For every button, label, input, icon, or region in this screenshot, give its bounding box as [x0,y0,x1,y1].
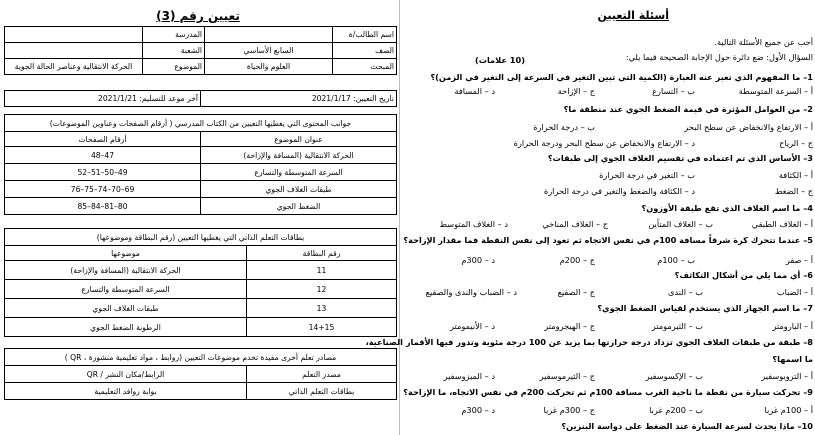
answer-option[interactable]: ج – الثيرموسفير [539,371,595,381]
section-value [5,43,143,59]
col-link-header: الرابط/مكان النشر / QR [5,366,247,383]
answer-option[interactable]: أ – الكثافة [778,170,813,180]
answer-option[interactable]: ب – درجة الحرارة [533,122,595,132]
subject-label: المبحث [333,59,397,75]
grade-label: الصف [333,43,397,59]
question-section-heading: السؤال الأول: ضع دائرة حول الإجابة الصحيحة فيما يلي: [625,52,813,62]
answer-option[interactable]: د – الميزوسفير [443,371,495,381]
answer-option[interactable]: أ – صفر [785,255,813,265]
content-pages: 80–81–84–85 [5,198,201,215]
question-text: 6– أي مما يلي من أشكال التكاثف؟ [674,270,813,280]
self-learning-cards-table [4,228,397,337]
assignment-form-page [0,0,396,435]
questions-title: أسئلة التعيين [597,9,669,22]
answer-options [403,186,813,197]
answer-option[interactable]: ب – التغير في درجة الحرارة [599,170,695,180]
answer-option[interactable]: د – الكثافة والضغط والتغير في درجة الحرارة [543,186,695,196]
answer-option[interactable]: ب – 100م [657,255,695,265]
answer-option[interactable]: أ – الغلاف الطبقي [751,219,813,229]
card-number: 12 [247,280,397,299]
school-value [5,27,143,43]
answer-option[interactable]: ب – 200م غربا [649,405,703,415]
content-pages: 49–50–51–52 [5,164,201,181]
student-name-value [205,27,333,43]
question-text: 8– طبقة من طبقات الغلاف الجوي تزداد درجة حرارتها بما يزيد عن 100 درجة مئوية وتدور فيها الأقمار الصناعية، [365,337,813,347]
card-number: 14+15 [247,318,397,337]
deadline-date: آخر موعد للتسليم: 2021/1/21 [5,91,201,107]
question-text: 2– من العوامل المؤثرة في قيمة الضغط الجوي عند منطقة ما؟ [563,104,813,114]
answer-options [403,122,813,133]
question-text: 9– تحركت سيارة من نقطة ما ناحية الغرب مسافة 100م ثم تحركت 200م في نفس الاتجاه، ما الإزاحة؟ [403,387,813,397]
answer-option[interactable]: ج – الهيجرومتر [544,321,595,331]
card-number: 11 [247,261,397,280]
answer-option[interactable]: ج – الضغط [774,186,813,196]
answer-options [403,138,813,149]
answer-option[interactable]: د – الضباب والندى والصقيع [425,287,517,297]
cards-table-header: بطاقات التعلم الذاتي التي يغطيها التعيين (رقم البطاقة وموضوعها) [5,229,397,246]
question-subtext: ما اسمها؟ [772,354,813,364]
sources-table-header: مصادر تعلم أخرى مفيدة تخدم موضوعات التعيين (روابط ، مواد تعليمية منشورة ، QR ) [5,349,397,366]
assign-date: تاريخ التعيين: 2021/1/17 [201,91,397,107]
answer-option[interactable]: د – الغلاف المتوسط [439,219,508,229]
col-topic-header: عنوان الموضوع [201,132,397,147]
answer-option[interactable]: أ – الارتفاع والانخفاض عن سطح البحر [684,122,813,132]
question-text: 4– ما اسم الغلاف الذي تقع طبقة الأوزون؟ [641,203,813,213]
assignment-title: تعيين رقم (3) [156,9,240,23]
answer-option[interactable]: د – الأنيمومتر [450,321,495,331]
answer-option[interactable]: أ – السرعة المتوسطة [738,86,813,96]
content-topic: السرعة المتوسطة والتسارع [201,164,397,181]
section-label: الشعبة [143,43,205,59]
answer-option[interactable]: د – 300م [461,405,495,415]
answer-option[interactable]: ج – الصقيع [557,287,595,297]
content-pages: 47–48 [5,147,201,164]
answer-options [403,405,813,416]
content-pages: 69–70–74–75–76 [5,181,201,198]
answer-option[interactable]: أ – البارومتر [772,321,813,331]
question-text: 1– ما المفهوم الذي تعبر عنه العبارة (الكمية التي تبين التغير في السرعة إلى التغير في الزمن)؟ [430,72,813,82]
page-divider [399,0,400,435]
content-table-header: جوانب المحتوى التي يغطيها التعيين من الكتاب المدرسي ( أرقام الصفحات وعناوين الموضوعات) [5,115,397,132]
answer-option[interactable]: ج – الغلاف المناخي [542,219,608,229]
answer-option[interactable]: ج – الرياح [779,138,813,148]
question-text: 7– ما اسم الجهاز الذي يستخدم لقياس الضغط الجوي؟ [597,303,813,313]
source-name: بطاقات التعلم الذاتي [247,383,397,400]
card-topic: السرعة المتوسطة والتسارع [5,280,247,299]
answer-option[interactable]: ب – التسارع [652,86,695,96]
answer-option[interactable]: أ – الضباب [776,287,813,297]
answer-option[interactable]: ب – الثيرمومتر [651,321,703,331]
answer-option[interactable]: د – المسافة [454,86,495,96]
answer-option[interactable]: د – 300م [461,255,495,265]
answer-options [403,255,813,266]
content-topic: الحركة الانتقالية (المسافة والإزاحة) [201,147,397,164]
col-card-number-header: رقم البطاقة [247,246,397,261]
answer-options [403,219,813,230]
answer-option[interactable]: ج – 300م غربا [543,405,595,415]
answer-option[interactable]: ب – الندى [668,287,703,297]
answer-options [403,287,813,298]
answer-options [403,321,813,332]
answer-option[interactable]: أ – التروبوسفير [761,371,813,381]
col-source-header: مصدر التعلم [247,366,397,383]
student-name-label: اسم الطالب/ة [333,27,397,43]
answer-option[interactable]: د – الارتفاع والانخفاض عن سطح البحر ودرجة الحرارة [513,138,695,148]
card-topic: طبقات الغلاف الجوي [5,299,247,318]
grade-value: السابع الأساسي [205,43,333,59]
subject-value: العلوم والحياة [205,59,333,75]
answer-option[interactable]: ج – 200م [559,255,595,265]
student-info-table [4,26,397,75]
content-topic: طبقات الغلاف الجوي [201,181,397,198]
content-topic: الضغط الجوي [201,198,397,215]
marks-label: (10 علامات) [475,55,525,65]
card-topic: الحركة الانتقالية (المسافة والإزاحة) [5,261,247,280]
answer-options [403,170,813,181]
question-text: 10– ماذا يحدث لسرعة السيارة عند الضغط على دواسة البنزين؟ [561,421,813,431]
dates-table [4,90,397,107]
answer-option[interactable]: أ – 100م غربا [764,405,813,415]
topic-value: الحركة الانتقالية وعناصر الحالة الجوية [5,59,143,75]
question-text: 3– الأساس الذي تم اعتماده في تقسيم الغلاف الجوي إلى طبقات؟ [547,153,813,163]
other-sources-table [4,348,397,400]
answer-option[interactable]: ب – الإكسوسفير [645,371,703,381]
col-card-topic-header: موضوعها [5,246,247,261]
col-pages-header: أرقام الصفحات [5,132,201,147]
topic-label: الموضوع [143,59,205,75]
answer-options [403,86,813,97]
intro-text: أجب عن جميع الأسئلة التالية. [714,37,813,47]
question-text: 5– عندما تتحرك كرة شرقاً مسافة 100م في نفس الاتجاه ثم تعود إلى نفس النقطة فما مقدار الإزاحة؟ [403,235,813,245]
source-link: بوابة روافد التعليمية [5,383,247,400]
answer-option[interactable]: ب – الغلاف المتأين [648,219,713,229]
card-topic: الرطوبة الضغط الجوي [5,318,247,337]
answer-option[interactable]: ج – الإزاحة [557,86,595,96]
card-number: 13 [247,299,397,318]
school-label: المدرسة [143,27,205,43]
answer-options [403,371,813,382]
content-coverage-table [4,114,397,215]
